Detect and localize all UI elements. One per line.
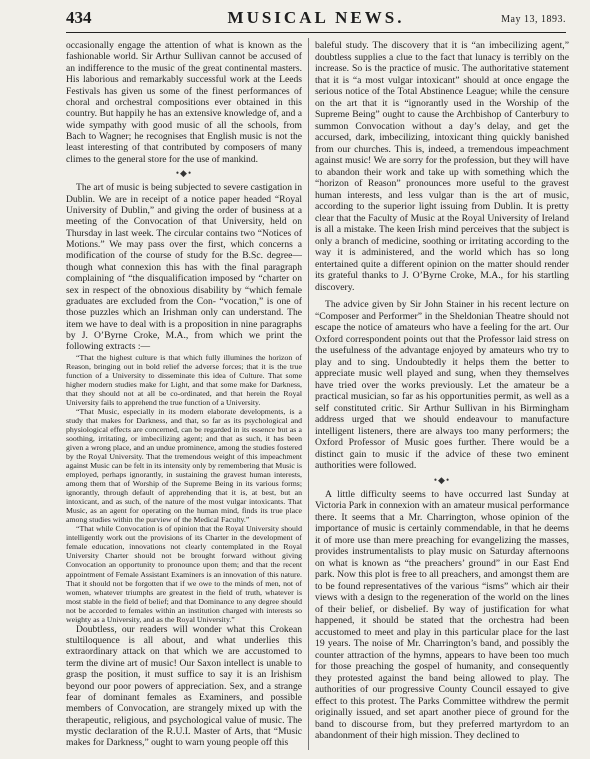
quoted-motion: “That while Convocation is of opinion that the Royal University should intelligently work out the provisions of its Charter in the development of female education, innovations not clearly contemplated in the Royal University Charter should not be brought forward without giving Convocation an opportunity to pronounce upon them; and that the recent appointment of Female Assistant Examiners is an innovation of this nature. That it should not be forgotten that if we owe to the minds of men, not of women, whatever triumphs are greatest in the field of truth, whatever is most stable in the field of belief; and that Dominance to any degree should not be accorded to females within an institution charged with interests so weighty as a University, and as the Royal University.” [66,524,302,624]
publication-title: MUSICAL NEWS. [227,8,405,27]
paragraph: baleful study. The discovery that it is “an imbecilizing agent,” doubtless supplies a clue to the fact that lunacy is terribly on the increase. So is the practice of music. The authoritative statement that it is “a most vulgar intoxicant” should at once engage the serious notice of the Total Abstinence League; while the censure on the art that it is “ignorantly used in the Worship of the Supreme Being” ought to cause the Archbishop of Canterbury to summon Convocation without a day’s delay, and get the accursed, dark, imbecilizing, intoxicant thing quickly banished from our churches. This is, indeed, a tremendous impeachment against music! We are sorry for the profession, but they will have to abandon their work and take up with something which the “horizon of Reason” pronounces more useful to the gravest human interests, and less vulgar than is the art of music, according to the superior light issuing from Dublin. It is pretty clear that the Faculty of Music at the Royal University of Ireland is all a mistake. The keen Irish mind perceives that the subject is only a branch of medicine, soothing or irritating according to the way it is administered, and the world which has so long entertained quite a different opinion on the matter should render its grateful thanks to J. O’Byrne Croke, M.A., for his startling discovery. [315,40,569,293]
paragraph: Doubtless, our readers will wonder what this Crokean stultiloquence is all about, and what underlies this extraordinary attack on that which we are accustomed to term the divine art of music! Our Saxon intellect is unable to grasp the position, it must suffice to say it is an Irishism beyond our poor powers of appreciation. Sex, and a strange fear of dominant females as Examiners, and possible members of Convocation, are strangely mixed up with the therapeutic, religious, and psychological value of music. The mystic declaration of the R.U.I. Master of Arts, that “Music makes for Darkness,” ought to warn young people off this [66,623,302,749]
column-rule [308,38,309,750]
right-column [315,40,569,742]
section-divider: •◆• [175,168,193,179]
left-column [66,40,302,749]
paragraph: The art of music is being subjected to severe castigation in Dublin. We are in receipt of a notice paper headed “Royal University of Dublin,” and giving the order of business at a meeting of the Convocation of that University, held on Thursday in last week. The circular contains two “Notices of Motions.” We may pass over the first, which concerns a modification of the course of study for the B.Sc. degree—though what connexion this has with the final paragraph complaining of “the disqualification imposed by “charter on sex in respect of the obnoxious disability by “which female graduates are excluded from the Con- “vocation,” is one of those puzzles which an Irishman only can understand. The item we have to deal with is a proposition in nine paragraphs by J. O’Byrne Croke, M.A., from which we print the following extracts :— [66,182,302,353]
paragraph: A little difficulty seems to have occurred last Sunday at Victoria Park in connexion with an amateur musical performance there. It seems that a Mr. Charrington, whose opinion of the importance of music is certainly commendable, in that he deems it of more use than mere preaching for evangelizing the masses, provides instrumentalists to play music on Saturday afternoons on what is known as “the preachers’ ground” in our East End park. Now this plot is free to all preachers, and amongst them are to be found representatives of the various “isms” which air their views with a design to the regeneration of the world on the lines of their belief, or disbelief. By way of justification for what happened, it should be stated that the orchestra had been accustomed to meet and play in this particular place for the last 19 years. The noise of Mr. Charrington’s band, and possibly the counter attraction of the hymns, appears to have been too much for those preaching the gospel of humanity, and consequently they protested against the band being allowed to play. The authorities of our progressive County Council essayed to give effect to this protest. The Parks Committee withdrew the permit originally issued, and set apart another piece of ground for the band to discourse from, but they preferred martyrdom to an abandonment of their high mission. They declined to [315,488,569,741]
quoted-motion: “That the highest culture is that which fully illumines the horizon of Reason, bringing out in bold relief the adverse forces; that it is the true function of a University to disseminate this idea of Culture. That some higher modern studies make for Light, and that some make for Darkness, that they should not at all be co-ordinated, and that herein the Royal University fails to apprehend the true function of a University. [66,352,302,407]
page-header [66,8,566,33]
quoted-motion: “That Music, especially in its modern elaborate developments, is a study that makes for Darkness, and that, so far as its psychological and physiological effects are concerned, can be regarded in its essence but as a soothing, irritating, or imbecilizing agent; and that as such, it has been given a wrong place, and an undue prominence, among the studies fostered by the Royal University. That the tremendous weight of this impeachment against Music can be felt in its intensity only by remembering that Music is employed, perhaps ignorantly, in sustaining the gravest human interests, among them that of Worship of the Supreme Being in its various forms; ignorantly, through default of apprehending that it is, at best, but an intoxicant, and as such, of the nature of the most vulgar intoxicants. That Music, as an agent for operating on the human mind, finds its true place among studies within the purview of the Medical Faculty.” [66,406,302,525]
paragraph: The advice given by Sir John Stainer in his recent lecture on “Composer and Performer” in the Sheldonian Theatre should not escape the notice of amateurs who have a feeling for the art. Our Oxford correspondent points out that the Professor laid stress on the usefulness of the advantage enjoyed by amateurs who try to play and to sing. Undoubtedly it helps them the better to appreciate music well played and sung, when they themselves have tried over the works previously. Let the amateur be a practical musician, so far as his opportunities permit, as well as a self constituted critic. Sir Arthur Sullivan in his Birmingham address urged that we should endeavour to manufacture intelligent listeners, there are always too many performers; the Oxford Professor of Music goes further. There would be a distinct gain to music if the advice of these two eminent authorities were followed. [315,299,569,471]
paragraph: occasionally engage the attention of what is known as the fashionable world. Sir Arthur Sullivan cannot be accused of an indifference to the music of the great continental masters. His laborious and remarkably successful work at the Leeds Festivals has given us some of the finest performances of choral and orchestral compositions ever obtained in this country. But happily he has an extensive knowledge of, and a wide sympathy with good music of all the schools, from Bach to Wagner; he recognises that English music is not the least interesting of that contributed by composers of many climes to the general store for the use of mankind. [66,40,302,165]
issue-date: May 13, 1893. [501,14,566,25]
section-divider: •◆• [433,474,451,485]
page-number: 434 [66,8,92,27]
